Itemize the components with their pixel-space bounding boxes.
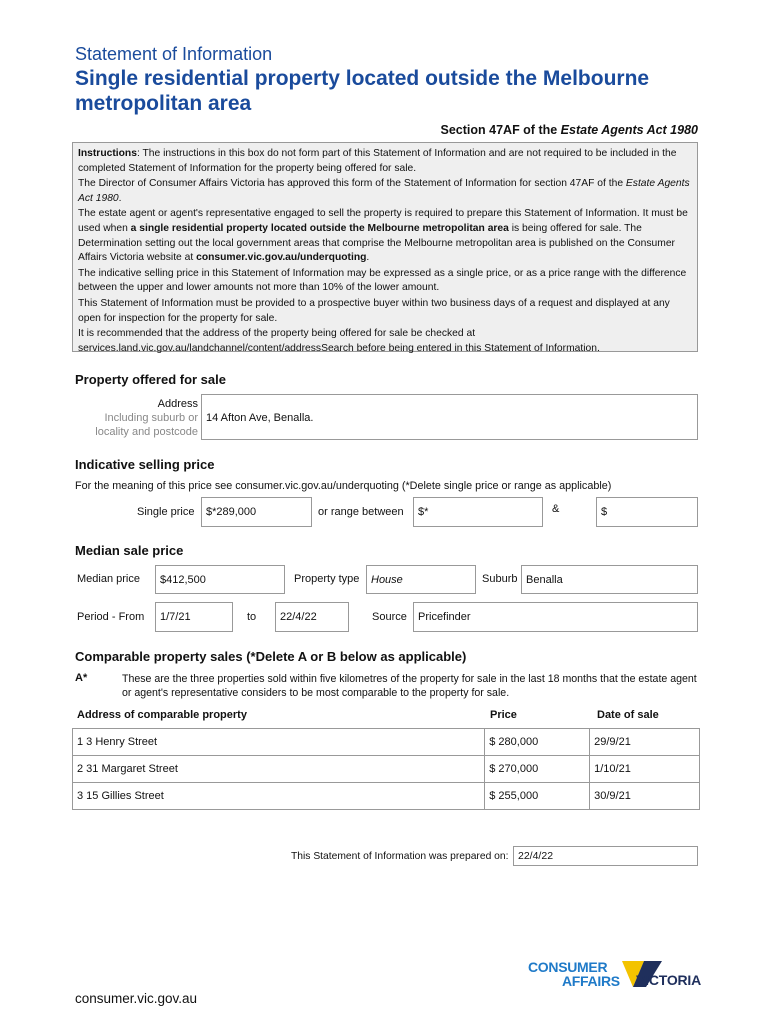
- col-price-header: Price: [490, 709, 517, 721]
- consumer-affairs-victoria-logo: [528, 960, 708, 990]
- instructions-p6: It is recommended that the address of the property being offered for sale be checked at services.land.vic.gov.au/landchannel/content/addressSearch before being entered in this Statement of Information.: [78, 328, 600, 354]
- property-type-field[interactable]: House: [366, 565, 476, 594]
- instructions-p2-text: The Director of Consumer Affairs Victoria has approved this form of the Statement of Information for section 47AF of the: [78, 178, 626, 190]
- comparable-table: [72, 728, 700, 810]
- instructions-p3-b: is being offered for sale. The Determination setting out the local government areas that comprise the Melbourne metropolitan area is published on the Consumer Affairs Victoria website at: [78, 222, 675, 264]
- range-high-field[interactable]: $: [596, 497, 698, 527]
- option-a-marker: A*: [75, 672, 88, 684]
- instructions-p2-end: .: [118, 192, 122, 204]
- section-reference: [441, 123, 698, 137]
- median-price-label: Median price: [77, 573, 140, 585]
- address-label-line3: locality and postcode: [95, 426, 198, 438]
- source-label: Source: [372, 611, 407, 623]
- logo-affairs-text: AFFAIRS: [562, 973, 620, 989]
- period-to-label: to: [247, 611, 257, 623]
- comparable-date-cell[interactable]: 1/10/21: [590, 756, 700, 783]
- table-row: [73, 729, 700, 756]
- comparable-address-cell[interactable]: 1 3 Henry Street: [73, 729, 485, 756]
- instructions-p4: The indicative selling price in this Statement of Information may be expressed as a single price, or as a price range with the difference between the upper and lower amounts not more than 10% of the lower amount.: [78, 267, 687, 294]
- range-low-field[interactable]: $*: [413, 497, 543, 527]
- single-price-field[interactable]: $*289,000: [201, 497, 312, 527]
- comparable-address-cell[interactable]: 2 31 Margaret Street: [73, 756, 485, 783]
- instructions-p3: [78, 207, 692, 265]
- prepared-on-label: This Statement of Information was prepared on:: [291, 851, 509, 862]
- comparable-description: These are the three properties sold within five kilometres of the property for sale in the last 18 months that the estate agent or agent's representative considers to be most comparable to the property for sale.: [122, 673, 697, 699]
- table-row: [73, 756, 700, 783]
- underquoting-link[interactable]: consumer.vic.gov.au/underquoting: [196, 252, 367, 264]
- comparable-address-cell[interactable]: 3 15 Gillies Street: [73, 783, 485, 810]
- address-label-line1: Address: [157, 398, 198, 410]
- footer-url[interactable]: consumer.vic.gov.au: [75, 991, 198, 1006]
- period-to-field[interactable]: 22/4/22: [275, 602, 349, 632]
- form-subtitle: Statement of Information: [75, 44, 273, 64]
- comparable-price-cell[interactable]: $ 255,000: [485, 783, 590, 810]
- property-type-label: Property type: [294, 573, 360, 585]
- address-label-line2: Including suburb or: [104, 412, 198, 424]
- source-field[interactable]: Pricefinder: [413, 602, 698, 632]
- instructions-label: Instructions: [78, 148, 137, 159]
- median-price-field[interactable]: $412,500: [155, 565, 285, 594]
- prepared-on-field[interactable]: 22/4/22: [513, 846, 698, 866]
- instructions-p3-bold: a single residential property located outside the Melbourne metropolitan area: [130, 222, 509, 234]
- indicative-heading: Indicative selling price: [75, 457, 215, 472]
- table-row: [73, 783, 700, 810]
- address-field[interactable]: 14 Afton Ave, Benalla.: [201, 394, 698, 440]
- section-act: Estate Agents Act 1980: [560, 123, 698, 137]
- comparable-date-cell[interactable]: 29/9/21: [590, 729, 700, 756]
- section-prefix: Section 47AF of the: [440, 123, 561, 137]
- indicative-note: For the meaning of this price see consumer.vic.gov.au/underquoting (*Delete single price or range as applicable): [75, 480, 612, 492]
- comparable-date-cell[interactable]: 30/9/21: [590, 783, 700, 810]
- instructions-p5: This Statement of Information must be provided to a prospective buyer within two business days of a request and displayed at any open for inspection for the property for sale.: [78, 297, 670, 324]
- instructions-p3-end: .: [366, 252, 370, 264]
- instructions-p2-act: Estate Agents Act 1980: [78, 178, 690, 204]
- median-heading: Median sale price: [75, 543, 184, 558]
- range-ampersand: &: [552, 503, 560, 515]
- address-label: [80, 397, 198, 439]
- period-from-field[interactable]: 1/7/21: [155, 602, 233, 632]
- instructions-p2: [78, 177, 692, 206]
- comparable-price-cell[interactable]: $ 270,000: [485, 756, 590, 783]
- col-address-header: Address of comparable property: [77, 709, 247, 721]
- logo-victoria-text: VICTORIA: [636, 972, 702, 988]
- suburb-label: Suburb: [482, 573, 518, 585]
- col-date-header: Date of sale: [597, 709, 659, 721]
- period-from-label: Period - From: [77, 611, 145, 623]
- single-price-label: Single price: [137, 506, 195, 518]
- instructions-p3-a: The estate agent or agent's representative engaged to sell the property is required to prepare this Statement of Information. It must be used when: [78, 208, 688, 234]
- suburb-field[interactable]: Benalla: [521, 565, 698, 594]
- instructions-p1: [78, 147, 692, 176]
- comparable-price-cell[interactable]: $ 280,000: [485, 729, 590, 756]
- instructions-box: [72, 142, 698, 352]
- property-heading: Property offered for sale: [75, 372, 226, 387]
- form-title: Single residential property located outside the Melbourne metropolitan area: [75, 67, 650, 115]
- range-label: or range between: [318, 506, 404, 518]
- comparable-heading: Comparable property sales (*Delete A or B below as applicable): [75, 649, 467, 664]
- logo-consumer-text: CONSUMER: [528, 959, 608, 975]
- instructions-p1-text: : The instructions in this box do not form part of this Statement of Information and are not required to be included in the completed Statement of Information for the property being offered for sale.: [78, 148, 677, 174]
